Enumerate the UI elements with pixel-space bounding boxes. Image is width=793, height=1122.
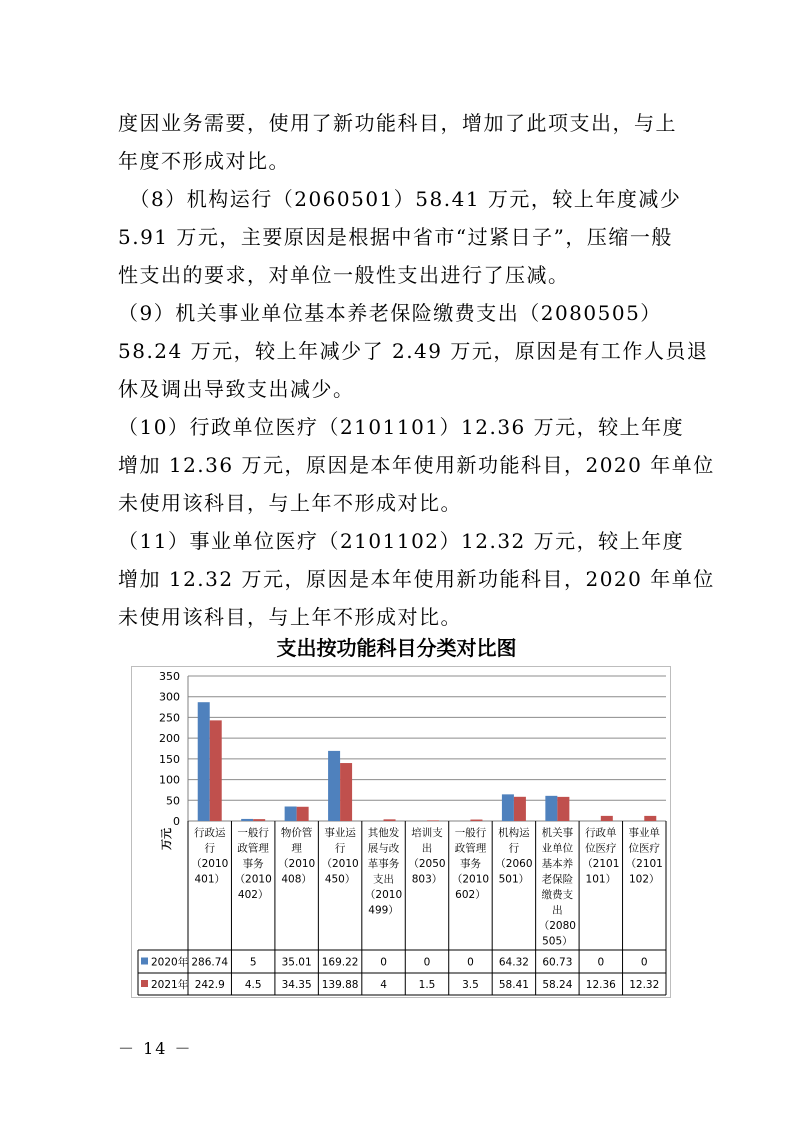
paragraph-line: （11）事业单位医疗（2101102）12.32 万元，较上年度 (118, 529, 685, 553)
data-label: 58.24 (542, 979, 573, 991)
data-label: 60.73 (542, 956, 573, 969)
bar-2021 (210, 720, 222, 821)
x-tick-label: （2080 (538, 920, 576, 932)
x-tick-label: 支出 (373, 873, 395, 886)
x-tick-label: 一般行 (454, 827, 487, 839)
x-tick-label: （2010 (451, 873, 490, 886)
data-label: 35.01 (281, 956, 312, 969)
y-tick-label: 150 (159, 752, 180, 766)
x-tick-label: 501） (498, 873, 530, 886)
paragraph-line: （10）行政单位医疗（2101101）12.36 万元，较上年度 (118, 415, 685, 439)
data-label: 12.32 (629, 979, 660, 991)
bar-2021 (253, 819, 265, 821)
x-tick-label: 一般行 (237, 827, 269, 839)
data-label: 0 (467, 956, 474, 969)
x-tick-label: 物价管 (280, 827, 313, 839)
data-label: 139.88 (321, 979, 359, 991)
paragraph (118, 522, 715, 636)
page-number: － 14 － (118, 1039, 193, 1058)
x-tick-label: 803） (411, 873, 443, 886)
x-tick-label: 出 (421, 842, 433, 855)
paragraph-line: 增加 12.32 万元，原因是本年使用新功能科目，2020 年单位 (118, 567, 715, 591)
x-tick-label: （2060 (495, 858, 533, 870)
data-label: 5 (249, 956, 257, 969)
paragraph (118, 408, 715, 522)
y-tick-label: 350 (159, 670, 180, 683)
x-tick-label: 行政单 (585, 827, 617, 839)
bar-2020 (241, 819, 253, 821)
x-tick-label: 展与改 (367, 842, 400, 855)
data-label: 0 (640, 956, 648, 969)
bar-2021 (601, 816, 613, 821)
y-tick-label: 0 (173, 815, 180, 828)
x-tick-label: 机构运 (498, 827, 530, 839)
bar-2020 (198, 702, 210, 821)
legend-swatch-2020 (141, 958, 148, 965)
bar-2020 (545, 796, 557, 821)
x-tick-label: 基本养 (541, 858, 574, 870)
y-tick-label: 250 (159, 711, 180, 725)
x-tick-label: （2050 (408, 858, 446, 870)
chart-frame (131, 666, 671, 998)
x-tick-label: 培训支 (411, 827, 443, 839)
paragraph-line: 5.91 万元，主要原因是根据中省市“过紧日子”，压缩一般 (118, 225, 673, 249)
x-tick-label: 革事务 (367, 858, 400, 870)
x-tick-label: 499） (368, 904, 399, 917)
bar-2021 (340, 763, 352, 821)
x-tick-label: 602） (455, 889, 486, 901)
paragraph-line: 未使用该科目，与上年不形成对比。 (118, 491, 462, 515)
bar-chart (132, 667, 670, 997)
x-tick-label: 政管理 (237, 842, 269, 855)
bar-2021 (644, 816, 656, 821)
data-label: 169.22 (321, 956, 359, 969)
data-label: 0 (380, 956, 387, 969)
x-tick-label: 102） (628, 873, 660, 886)
data-label: 3.5 (462, 979, 479, 991)
x-tick-label: 其他发 (367, 827, 400, 839)
data-label: 0 (597, 956, 605, 969)
x-tick-label: 位医疗 (585, 842, 617, 855)
x-tick-label: 402） (237, 889, 269, 901)
bar-2021 (297, 807, 309, 821)
data-label: 64.32 (498, 956, 529, 969)
x-tick-label: 政管理 (454, 842, 487, 855)
paragraph-line: 度因业务需要，使用了新功能科目，增加了此项支出，与上 (118, 111, 677, 135)
paragraph (118, 180, 682, 294)
y-tick-label: 50 (166, 794, 180, 808)
x-tick-label: 408） (281, 873, 312, 886)
bar-2021 (427, 820, 439, 821)
x-tick-label: 位医疗 (628, 842, 661, 855)
x-tick-label: 401） (194, 873, 226, 886)
data-label: 1.5 (418, 979, 436, 991)
x-tick-label: （2101 (582, 858, 620, 870)
paragraph-line: 58.24 万元，较上年减少了 2.49 万元，原因是有工作人员退 (118, 339, 709, 363)
data-label: 242.9 (194, 979, 225, 991)
x-tick-label: 业单位 (541, 842, 574, 855)
paragraph (118, 294, 709, 408)
bar-2021 (384, 819, 396, 821)
x-tick-label: 行 (334, 842, 346, 855)
paragraph-line: 性支出的要求，对单位一般性支出进行了压减。 (118, 263, 570, 287)
x-tick-label: 老保险 (541, 873, 574, 886)
data-label: 0 (423, 956, 431, 969)
x-tick-label: （2010 (234, 873, 272, 886)
bar-2021 (557, 797, 569, 821)
chart-title: 支出按功能科目分类对比图 (276, 636, 517, 660)
data-label: 4.5 (244, 979, 262, 991)
x-tick-label: 缴费支 (541, 889, 574, 901)
legend-swatch-2021 (141, 980, 148, 987)
legend-label: 2020年 (151, 956, 189, 969)
paragraph-line: （9）机关事业单位基本养老保险缴费支出（2080505） (118, 301, 662, 325)
bar-2020 (285, 806, 297, 821)
bar-2021 (470, 820, 482, 821)
bar-2020 (502, 794, 514, 821)
data-label: 58.41 (498, 979, 529, 991)
x-tick-label: （2101 (625, 858, 663, 870)
bar-2020 (328, 751, 340, 821)
paragraph-line: 未使用该科目，与上年不形成对比。 (118, 605, 462, 629)
x-tick-label: 事业单 (628, 827, 661, 839)
x-tick-label: （2010 (191, 858, 229, 870)
paragraph (118, 104, 678, 180)
y-tick-label: 300 (159, 690, 180, 704)
x-tick-label: 事业运 (324, 827, 356, 839)
x-tick-label: 机关事 (541, 827, 574, 839)
x-tick-label: 行政运 (193, 827, 226, 839)
y-axis-label: 万元 (160, 828, 173, 850)
paragraph-line: （8）机构运行（2060501）58.41 万元，较上年度减少 (118, 187, 682, 211)
x-tick-label: 行 (204, 842, 215, 855)
x-tick-label: （2010 (278, 858, 316, 870)
data-label: 12.36 (585, 979, 616, 991)
x-tick-label: 事务 (459, 858, 481, 870)
paragraph-line: 年度不形成对比。 (118, 149, 290, 173)
x-tick-label: （2010 (364, 889, 403, 901)
paragraph-line: 增加 12.36 万元，原因是本年使用新功能科目，2020 年单位 (118, 453, 715, 477)
x-tick-label: （2010 (321, 858, 359, 870)
x-tick-label: 理 (291, 842, 302, 855)
legend-label: 2021年 (151, 979, 189, 991)
x-tick-label: 101） (585, 873, 617, 886)
data-label: 286.74 (191, 956, 229, 969)
y-tick-label: 200 (159, 732, 180, 746)
bar-2021 (514, 797, 526, 821)
x-tick-label: 行 (508, 842, 520, 855)
y-tick-label: 100 (159, 773, 180, 787)
data-label: 4 (380, 979, 387, 991)
x-tick-label: 450） (324, 873, 356, 886)
x-tick-label: 505） (542, 935, 573, 948)
x-tick-label: 出 (552, 904, 563, 917)
x-tick-label: 事务 (242, 858, 264, 870)
paragraph-line: 休及调出导致支出减少。 (118, 377, 355, 401)
data-label: 34.35 (281, 979, 312, 991)
